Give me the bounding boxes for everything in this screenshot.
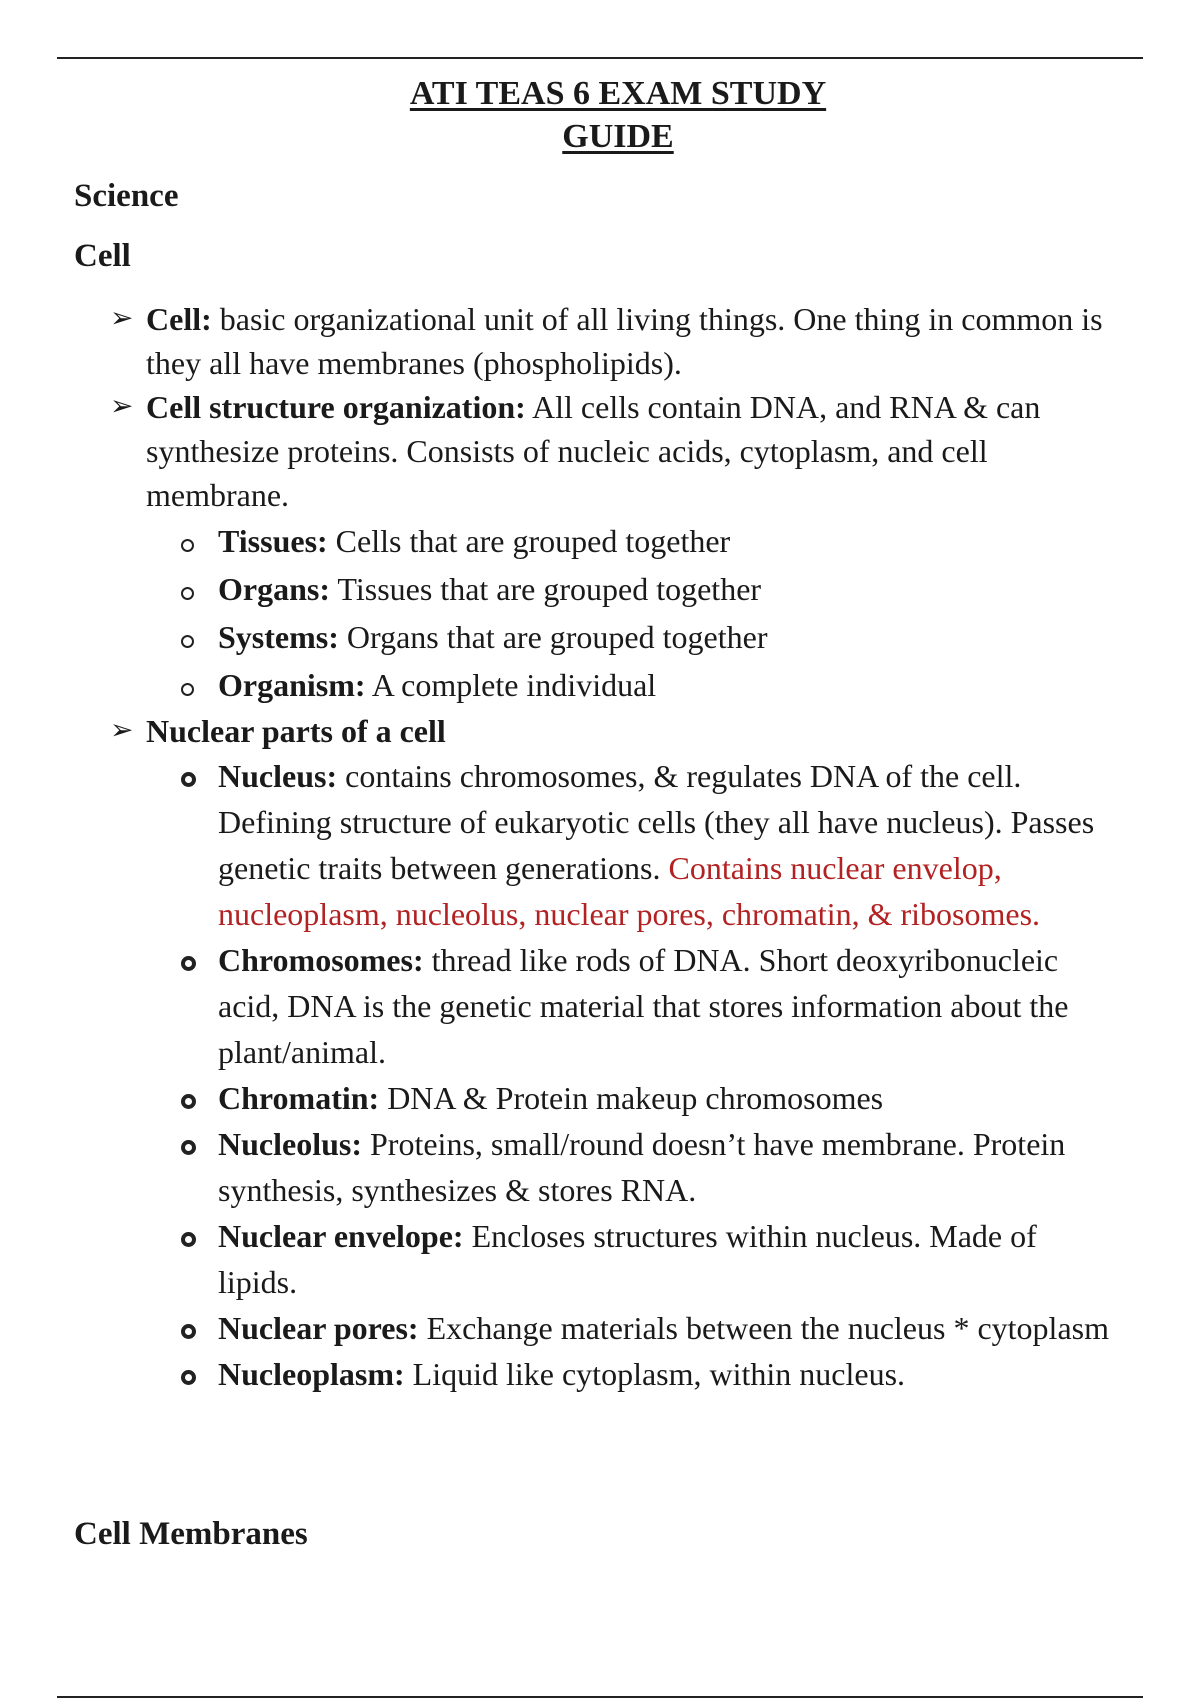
definition: Exchange materials between the nucleus * cytoplasm	[418, 1310, 1109, 1346]
sub-item-nucleus	[0, 753, 1118, 937]
sub-item-organism	[0, 661, 1118, 709]
term: Cell:	[146, 301, 212, 337]
definition: Proteins, small/round doesn’t have membrane. Protein synthesis, synthesizes & stores RNA.	[218, 1126, 1066, 1208]
definition: Liquid like cytoplasm, within nucleus.	[404, 1356, 906, 1392]
definition: A complete individual	[365, 667, 657, 703]
circle-bullet-icon	[181, 937, 196, 983]
bottom-rule	[57, 1696, 1143, 1698]
circle-bullet-icon	[181, 1213, 196, 1259]
sub-item-nuclear-envelope	[0, 1213, 1118, 1305]
definition: thread like rods of DNA. Short deoxyribonucleic acid, DNA is the genetic material that stores information about the plant/animal.	[218, 942, 1069, 1070]
circle-bullet-icon	[181, 1351, 196, 1397]
top-rule	[57, 57, 1143, 59]
section-label: Nuclear parts of a cell	[146, 713, 446, 749]
term: Nuclear envelope:	[218, 1218, 464, 1254]
term: Chromosomes:	[218, 942, 424, 978]
sub-item-chromosomes	[0, 937, 1118, 1075]
sub-item-organs	[0, 565, 1118, 613]
bullet-nuclear-parts	[0, 709, 1106, 753]
sub-item-chromatin	[0, 1075, 1118, 1121]
definition: DNA & Protein makeup chromosomes	[379, 1080, 884, 1116]
circle-bullet-icon	[181, 753, 196, 799]
circle-bullet-icon	[181, 1075, 196, 1121]
heading-cell-membranes: Cell Membranes	[74, 1516, 308, 1552]
heading-science: Science	[74, 178, 179, 214]
sub-item-nucleolus	[0, 1121, 1118, 1213]
term: Nucleus:	[218, 758, 338, 794]
definition: Cells that are grouped together	[327, 523, 731, 559]
highlighted-note: Contains nuclear envelop, nucleoplasm, nucleolus, nuclear pores, chromatin, & ribosomes.	[218, 850, 1041, 932]
heading-cell: Cell	[74, 238, 131, 274]
sub-item-systems	[0, 613, 1118, 661]
circle-bullet-icon	[181, 1305, 196, 1351]
term: Organs:	[218, 571, 330, 607]
term: Chromatin:	[218, 1080, 380, 1116]
circle-bullet-icon	[181, 661, 194, 709]
term: Nucleoplasm:	[218, 1356, 405, 1392]
definition: All cells contain DNA, and RNA & can synthesize proteins. Consists of nucleic acids, cytoplasm, and cell membrane.	[146, 389, 1041, 513]
definition: basic organizational unit of all living things. One thing in common is they all have membranes (phospholipids).	[146, 301, 1103, 381]
term: Cell structure organization:	[146, 389, 526, 425]
circle-bullet-icon	[181, 565, 194, 613]
document-title	[0, 72, 1200, 158]
term: Nuclear pores:	[218, 1310, 419, 1346]
circle-bullet-icon	[181, 613, 194, 661]
arrow-bullet-icon: ➢	[110, 715, 134, 746]
term: Systems:	[218, 619, 339, 655]
sub-item-nucleoplasm	[0, 1351, 1118, 1397]
circle-bullet-icon	[181, 1121, 196, 1167]
sub-item-tissues	[0, 517, 1118, 565]
title-line-2: GUIDE	[562, 118, 674, 155]
term: Tissues:	[218, 523, 328, 559]
term: Nucleolus:	[218, 1126, 362, 1162]
definition: Organs that are grouped together	[338, 619, 768, 655]
arrow-bullet-icon: ➢	[110, 303, 134, 334]
title-line-1: ATI TEAS 6 EXAM STUDY	[409, 75, 827, 112]
sub-item-nuclear-pores	[0, 1305, 1118, 1351]
definition: Tissues that are grouped together	[330, 571, 762, 607]
arrow-bullet-icon: ➢	[110, 391, 134, 422]
term: Organism:	[218, 667, 366, 703]
circle-bullet-icon	[181, 517, 194, 565]
definition: Encloses structures within nucleus. Made of lipids.	[218, 1218, 1037, 1300]
cell-notes	[0, 297, 1200, 1397]
bullet-cell-structure	[0, 385, 1106, 517]
definition: contains chromosomes, & regulates DNA of the cell. Defining structure of eukaryotic cells (they all have nucleus). Passes genetic traits between generations.	[218, 758, 1095, 886]
bullet-cell	[0, 297, 1106, 385]
